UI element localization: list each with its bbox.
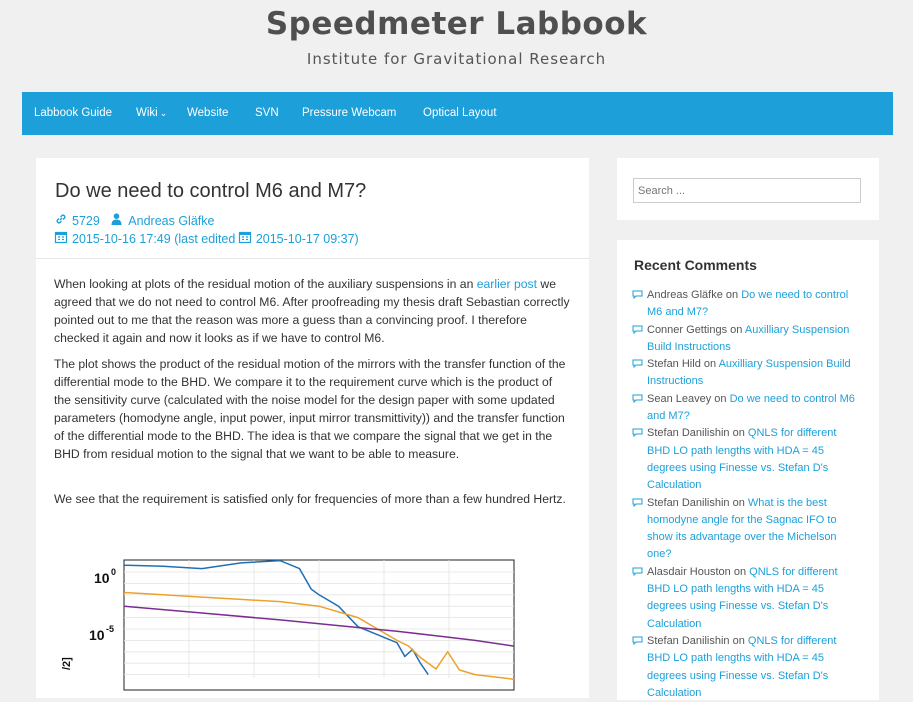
nav-item-label: Wiki <box>136 107 158 119</box>
post-meta-line-2 <box>55 231 359 246</box>
recent-comment-item <box>632 356 862 391</box>
nav-item-labbook-guide[interactable] <box>34 92 112 135</box>
comment-on-text: on <box>727 323 745 336</box>
comment-on-text: on <box>700 358 719 371</box>
comment-post-link[interactable]: Do we need to control M6 and M7? <box>647 392 855 423</box>
comment-author: Stefan Hild <box>647 358 701 371</box>
nav-item-label: SVN <box>255 107 279 119</box>
recent-comment-item <box>632 287 862 322</box>
nav-item-pressure-webcam[interactable] <box>302 92 396 135</box>
y-tick-label: 10 <box>89 627 105 643</box>
y-axis-label: /2] <box>61 657 73 670</box>
comment-post-link[interactable]: QNLS for different BHD LO path lengths with HDA = 45 degrees using Finesse vs. Stefan D's Calculation <box>647 427 837 492</box>
post-title: Do we need to control M6 and M7? <box>55 180 367 202</box>
comment-author: Andreas Gläfke <box>647 289 723 301</box>
comment-post-link[interactable]: QNLS for different BHD LO path lengths with HDA = 45 degrees using Finesse vs. Stefan D's Calculation <box>647 634 837 699</box>
earlier-post-link[interactable]: earlier post <box>476 277 538 291</box>
recent-comments-widget <box>617 240 879 700</box>
comment-post-link[interactable]: Auxilliary Suspension Build Instructions <box>647 358 851 388</box>
comment-on-text: on <box>729 634 748 647</box>
comment-author: Stefan Danilishin <box>647 496 730 509</box>
residual-motion-chart <box>54 550 534 678</box>
link-icon <box>55 213 68 228</box>
comment-on-text: on <box>729 427 748 440</box>
nav-item-label: Website <box>187 107 229 119</box>
comment-on-text: on <box>722 289 742 301</box>
last-edited-date: 2015-10-17 09:37) <box>255 232 359 246</box>
comment-post-link[interactable]: QNLS for different BHD LO path lengths with HDA = 45 degrees using Finesse vs. Stefan D's Calculation <box>647 565 838 630</box>
y-tick-exponent: -5 <box>106 624 115 634</box>
post-paragraph-2: The plot shows the product of the residual motion of the mirrors with the transfer function of the differential mode to the BHD. We compare it to the requirement curve which is the product of the sensitivity curve (calculated with the noise model for the design paper with some updated parameters (homodyne angle, input power, input mirror transmittivity)) and the transfer function of the differential mode to the BHD. The idea is that we compare the signal that we get in the BHD from residual motion to the signal that we want to be able to measure. <box>54 357 566 461</box>
paragraph-text: When looking at plots of the residual motion of the auxiliary suspensions in an <box>54 277 477 291</box>
residual-motion-plot <box>54 550 534 678</box>
user-icon <box>111 213 124 228</box>
comment-author: Alasdair Houston <box>647 565 731 578</box>
nav-item-svn[interactable] <box>255 92 279 135</box>
recent-comments-list <box>632 287 862 702</box>
comment-author: Stefan Danilishin <box>647 634 730 647</box>
comment-icon <box>632 359 643 368</box>
main-navigation <box>22 92 893 135</box>
post-paragraph-3: We see that the requirement is satisfied only for frequencies of more than a few hundred Hertz. <box>54 492 566 506</box>
comment-on-text: on <box>730 565 750 578</box>
nav-item-website[interactable] <box>187 92 228 135</box>
nav-item-wiki[interactable] <box>136 92 167 135</box>
recent-comment-item <box>632 425 862 494</box>
comment-author: Sean Leavey <box>647 392 712 405</box>
comment-icon <box>632 290 643 299</box>
post-id-link[interactable]: 5729 <box>72 214 100 228</box>
comment-author: Conner Gettings <box>647 323 728 336</box>
comment-on-text: on <box>729 496 748 509</box>
recent-comment-item <box>632 633 862 702</box>
y-tick-label: 10 <box>94 570 110 586</box>
comment-icon <box>632 394 643 403</box>
post-meta-line-1 <box>55 213 214 228</box>
comment-post-link[interactable]: Auxilliary Suspension Build Instructions <box>647 323 850 353</box>
recent-comment-item <box>632 564 862 633</box>
comment-post-link[interactable]: What is the best homodyne angle for the Sagnac IFO to show its advantage over the Michelson one? <box>647 496 837 561</box>
search-widget <box>617 158 879 220</box>
comment-icon <box>632 325 643 334</box>
comment-icon <box>632 636 643 645</box>
recent-comment-item <box>632 322 862 357</box>
calendar-icon <box>239 231 252 246</box>
nav-item-label: Pressure Webcam <box>302 107 397 119</box>
post-author-link[interactable]: Andreas Gläfke <box>128 214 215 228</box>
recent-comment-item <box>632 391 862 426</box>
post-header-divider <box>36 258 589 259</box>
nav-item-optical-layout[interactable] <box>423 92 497 135</box>
y-tick-exponent: 0 <box>111 567 117 577</box>
search-input[interactable] <box>633 178 861 203</box>
post-date-link[interactable]: 2015-10-16 17:49 <box>72 232 171 246</box>
comment-author: Stefan Danilishin <box>647 427 730 440</box>
calendar-icon <box>55 231 68 246</box>
widget-title: Recent Comments <box>634 257 757 273</box>
site-tagline: Institute for Gravitational Research <box>306 50 607 68</box>
comment-on-text: on <box>711 392 730 405</box>
comment-icon <box>632 498 643 507</box>
nav-item-label: Optical Layout <box>423 107 497 119</box>
chevron-down-icon: ⌄ <box>159 108 168 118</box>
last-edited-label: (last edited <box>174 232 236 246</box>
site-header <box>0 0 913 92</box>
comment-icon <box>632 567 643 576</box>
comment-post-link[interactable]: Do we need to control M6 and M7? <box>647 289 849 319</box>
site-title[interactable]: Speedmeter Labbook <box>265 6 648 42</box>
comment-icon <box>632 428 643 437</box>
nav-item-label: Labbook Guide <box>34 107 113 119</box>
recent-comment-item <box>632 495 862 564</box>
post-paragraph-1 <box>54 275 572 347</box>
paragraph-text: we agreed that we do not need to control M6. After proofreading my thesis draft Sebastian correctly pointed out to me that the reason was more a guess than a convincing proof. I therefore checked it again and now it looks as if we have to control M6. <box>54 277 570 345</box>
